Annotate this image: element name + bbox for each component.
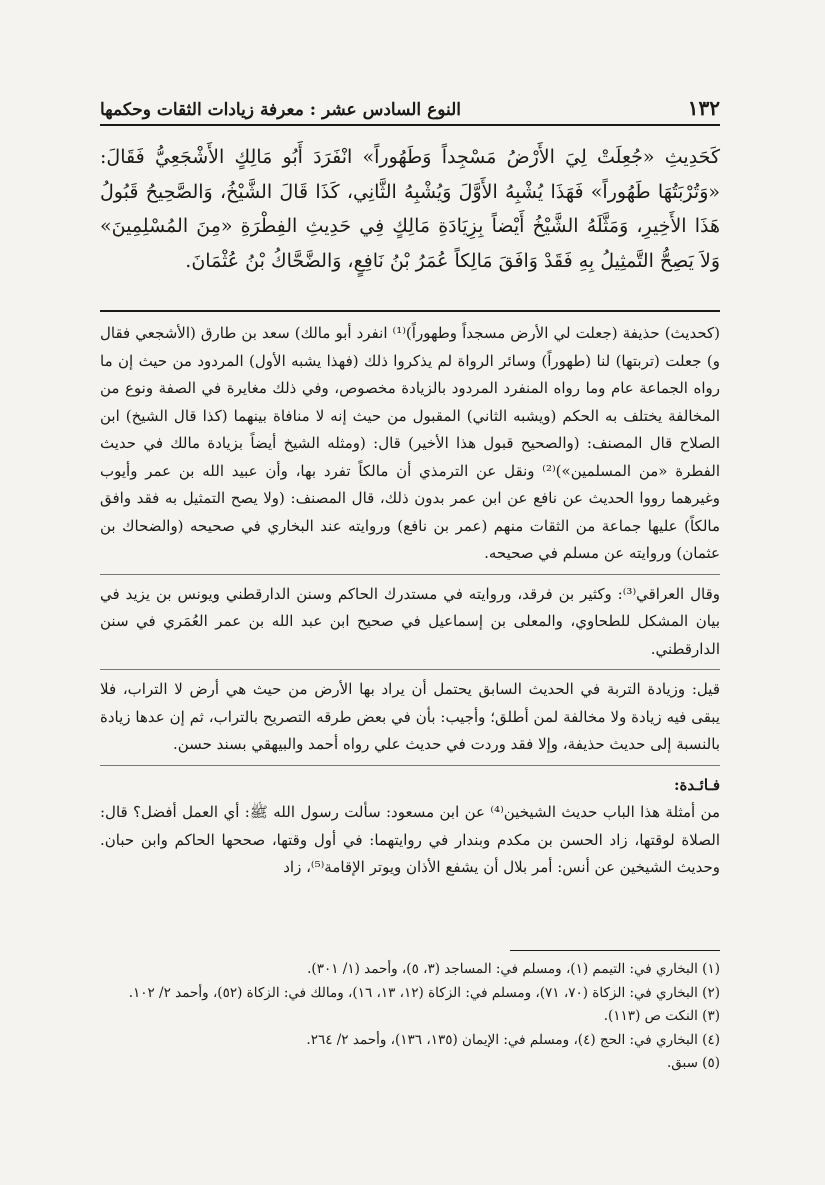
commentary-paragraph-1: (كحديث) حذيفة (جعلت لي الأرض مسجداً وطهوراً)⁽¹⁾ انفرد أبو مالك) سعد بن طارق (الأشجعي فقال و) جعلت (تربتها) لنا (طهوراً) وسائر الرواة لم يذكروا ذلك (فهذا يشبه الأول) المردود من حيث إن ما رواه الجماعة عام وما رواه المنفرد المردود بالزيادة مخصوص، وفي ذلك مغايرة في الصفة ونوع من المخالفة يختلف به الحكم (ويشبه الثاني) المقبول من حيث إنه لا منافاة بينهما (كذا قال الشيخ) ابن الصلاح قال المصنف: (والصحيح قبول هذا الأخير) قال: (ومثله الشيخ أيضاً بزيادة مالك في حديث الفطرة «من المسلمين»)⁽²⁾ ونقل عن الترمذي أن مالكاً تفرد بها، وأن عبيد الله بن عمر وأيوب وغيرهما رووا الحديث عن نافع عن ابن عمر بدون ذلك، قال المصنف: (ولا يصح التمثيل به فقد وافق مالكاً) عليها جماعة من الثقات منهم (عمر بن نافع) وروايته عند البخاري في صحيحه (والضحاك بن عثمان) وروايته عن مسلم في صحيحه. xyxy=(100,324,720,562)
paragraph-divider xyxy=(100,574,720,575)
commentary-paragraph-2: وقال العراقي⁽³⁾: وكثير بن فرقد، وروايته في مستدرك الحاكم وسنن الدارقطني ويونس بن يزيد في بيان المشكل للطحاوي، والمعلى بن إسماعيل في صحيح ابن عبد الله بن عمر العُمَري في سنن الدارقطني. xyxy=(100,584,720,658)
footnotes xyxy=(100,958,720,1076)
page-number: ١٣٢ xyxy=(687,96,720,120)
commentary-paragraph-4: من أمثلة هذا الباب حديث الشيخين⁽⁴⁾ عن ابن مسعود: سألت رسول الله ﷺ: أي العمل أفضل؟ قال: الصلاة لوقتها، زاد الحسن بن مكدم وبندار في روايتهما: في أول وقتها، صححها الحاكم وابن حبان. وحديث الشيخين عن أنس: أمر بلال أن يشفع الأذان ويوتر الإقامة⁽⁵⁾، زاد xyxy=(100,803,720,876)
footnote-separator xyxy=(510,950,720,951)
faida-heading: فـائـدة: xyxy=(674,775,720,794)
footnote: (١) البخاري في: التيمم (١)، ومسلم في: المساجد (٣، ٥)، وأحمد (١/ ٣٠١). xyxy=(307,961,720,977)
footnote: (٤) البخاري في: الحج (٤)، ومسلم في: الإيمان (١٣٥، ١٣٦)، وأحمد ٢/ ٢٦٤. xyxy=(306,1031,720,1048)
footnote: (٣) النكت ص (١١٣). xyxy=(603,1008,720,1024)
commentary-paragraph-3: قيل: وزيادة التربة في الحديث السابق يحتمل أن يراد بها الأرض من حيث هي أرض لا التراب، فلا يبقى فيه زيادة ولا مخالفة لمن أطلق؛ وأجيب: بأن في بعض طرقه التصريح بالتراب، ثم إن عدها زيادة بالنسبة إلى حديث حذيفة، وإلا فقد وردت في حديث علي رواه أحمد والبيهقي بسند حسن. xyxy=(100,680,720,753)
page-header xyxy=(100,96,720,126)
text-separator-line xyxy=(100,310,720,312)
commentary xyxy=(100,320,720,882)
footnote: (٥) سبق. xyxy=(666,1055,720,1071)
paragraph-divider xyxy=(100,669,720,670)
paragraph-divider xyxy=(100,765,720,766)
running-title: النوع السادس عشر : معرفة زيادات الثقات وحكمها xyxy=(100,100,462,120)
footnote: (٢) البخاري في: الزكاة (٧٠، ٧١)، ومسلم في: الزكاة (١٢، ١٣، ١٦)، ومالك في: الزكاة (٥٢)، وأحمد ٢/ ١٠٢. xyxy=(128,984,720,1001)
main-text: كَحَدِيثِ «جُعِلَتْ لِيَ الأَرْضُ مَسْجِداً وَطَهُوراً» انْفَرَدَ أَبُو مَالِكٍ الأَشْجَعِيُّ فَقَالَ: «وَتُرْبَتُهَا طَهُوراً» فَهَذَا يُشْبِهُ الأَوَّلَ وَيُشْبِهُ الثَّانِي، كَذَا قَالَ الشَّيْخُ، وَالصَّحِيحُ قَبُولُ هَذَا الأَخِيرِ، وَمَثَّلَهُ الشَّيْخُ أَيْضاً بِزِيَادَةِ مَالِكٍ فِي حَدِيثِ الفِطْرَةِ «مِنَ المُسْلِمِينَ» وَلاَ يَصِحُّ التَّمثِيلُ بِهِ فَقَدْ وَافَقَ مَالِكاً عُمَرُ بْنُ نَافِعٍ، وَالضَّحَّاكُ بْنُ عُثْمَانَ. xyxy=(100,146,720,272)
